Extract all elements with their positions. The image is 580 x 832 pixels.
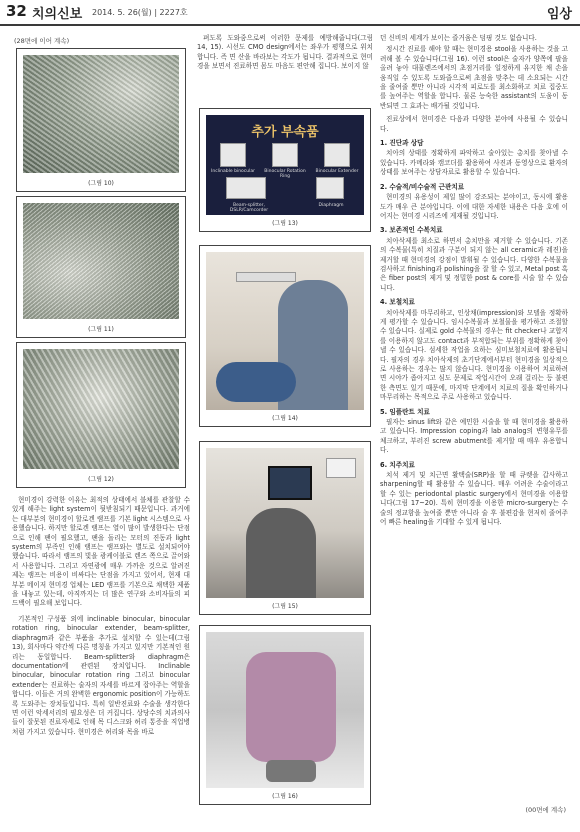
monitor-screen: [268, 466, 312, 500]
stool-base: [266, 760, 316, 782]
figure-13-caption: (그림 13): [272, 220, 298, 227]
newspaper-name: 치의신보: [32, 7, 83, 22]
accessories-panel: [206, 115, 364, 215]
figure-15-caption: (그림 15): [272, 603, 298, 610]
paragraph: 기본적인 구성품 외에 inclinable binocular, binocular rotation ring, binocular extender, beam-splitter, diaphragm과 같은 부품을 추가로 설치할 수 있는데(그림 13), 회사마다 약간씩 다른 명칭을 가지고 있지만 기본적인 원리는 동일합니다. Beam-splitter와 diaphragm은 documentation에 관련된 장치입니다. Inclinable binocular, binocular rotation ring 그리고 binocular extender는 진료하는 술자의 자세를 바르게 잡아주는 역할을 합니다. 이들은 거의 완벽한 ergonomic position이 가능하도록 도와주는 장치들입니다. 특히 일반진료와 수술을 생각한다면 이런 악세서리의 필요성은 더 커집니다. 상당수의 치과의사들이 잘못된 진료자세로 인해 목 디스크와 허리 통증을 직업병처럼 가지고 있습니다. 현미경은 허리와 목을 바로: [12, 614, 190, 736]
dentist-back-figure: [246, 508, 316, 598]
figure-14-caption: (그림 14): [272, 415, 298, 422]
figure-16-photo: [206, 632, 364, 788]
page-number: 32: [6, 2, 27, 20]
section-heading: 2. 수술적/비수술적 근관치료: [380, 182, 465, 191]
figure-11-photo: [23, 203, 179, 319]
section-body: 현미경의 유용성이 제일 많이 강조되는 분야이고, 동시에 활용도가 매우 큰 분야입니다. 이에 대한 자세한 내용은 다음 호에 이어지는 현미경 시리즈에 게재될 것입니다.: [380, 193, 568, 220]
continued-from-note: (28면에 이어 계속): [14, 37, 70, 45]
section-body: 치석 제거 및 치근면 활택술(SRP)을 할 때 큐렛을 갑사하고 sharpening할 때 활용할 수 있습니다. 매우 어려운 수술이라고 할 수 있는 periodontal plastic surgery에서 현미경을 이용합니다(그림 17~20). 특히 현미경을 이용한 micro-surgery는 수술의 정교함을 높여줄 뿐만 아니라 술 후 불편감을 현저히 줄여주어 빠른 healing을 기대할 수 있게 됩니다.: [380, 471, 568, 527]
paragraph: 진료상에서 현미경은 다음과 다양한 분야에 사용될 수 있습니다.: [380, 115, 568, 133]
operatory-light: [326, 458, 356, 478]
paragraph: 펴도록 도와줌으로써 이러한 문제를 예방해줍니다(그림 14, 15). 시선도 CMO design에서는 좌우가 평행으로 위치합니다. 즉 면 산을 바라보는 각도가 됩니다. 결과적으로 현미경을 보면서 진료하면 몸도 마음도 편안해 집니다. 보이지 않: [197, 34, 373, 71]
patient-figure: [216, 362, 296, 402]
figure-15-photo: [206, 448, 364, 598]
section-heading: 6. 치주치료: [380, 460, 415, 469]
figure-14-photo: [206, 252, 364, 410]
section-body: 치아삭제를 최소로 하면서 총치만을 제거할 수 있습니다. 기존의 수복물(특히 치질과 구분이 되지 않는 all ceramic과 레진)을 제거할 때 현미경의 강점이 발휘될 수 있습니다. 다양한 수복물을 검사하고 finishing과 polishing을 잘 할 수 있고, Metal post 혹은 fiber post의 제거 및 정밀한 post & core를 시술 할 수 있습니다.: [380, 236, 568, 292]
figure-10: [16, 48, 186, 192]
figure-11-caption: (그림 11): [88, 326, 114, 333]
section-body: 치아의 상태를 정확하게 파악하고 술아있는 총치를 찾아낼 수 있습니다. 카메라와 캠코더를 활용하여 사진과 동영상으로 환자의 상태를 보여주는 상담자료로 활용할 수 있습니다.: [380, 149, 568, 177]
section-title: 임상: [546, 7, 572, 22]
figure-12: [16, 342, 186, 488]
section-heading: 4. 보철치료: [380, 298, 415, 307]
column-right: [380, 34, 568, 530]
issue-date: 2014. 5. 26(월) | 2227호: [92, 8, 188, 17]
page-header: [0, 0, 580, 26]
binocular-extender-image: [324, 143, 350, 167]
figure-12-photo: [23, 349, 179, 469]
figure-12-caption: (그림 12): [88, 476, 114, 483]
figure-13: [199, 108, 371, 232]
microscope-arm: [236, 272, 296, 282]
figure-15: [199, 441, 371, 615]
figure-14: [199, 245, 371, 427]
dental-stool: [246, 652, 336, 762]
diaphragm-image: [316, 177, 344, 199]
inclinable-binocular-image: [220, 143, 246, 167]
figure-16: [199, 625, 371, 805]
rotation-ring-image: [272, 143, 298, 167]
column-left: [12, 496, 190, 739]
column-middle: [197, 34, 373, 74]
paragraph: 정시간 진료를 해야 할 때는 현미경용 stool을 사용하는 것을 고려해 볼 수 있습니다(그림 16). 이런 stool은 술자가 양쪽에 팔을 올려 놓아 대물렌즈에서의 초점거리를 일정하게 유지한 채 손을 움직일 수 있도록 도와줍으로써 초점을 맞추는 데 소요되는 시간을 줄여줄 뿐만 아니라 시각적 피로도를 최소화하고 치료 집중도를 높여주는 역할을 합니다. 물론 능숙한 assistant의 도움이 동반되면 그 효과는 배가될 것입니다.: [380, 45, 568, 110]
section-heading: 1. 진단과 상담: [380, 139, 424, 148]
figure-10-caption: (그림 10): [88, 180, 114, 187]
paragraph: 현미경이 강력한 이유는 최적의 상태에서 블체를 관찰할 수 있게 해주는 light system이 뒷받침되기 때문입니다. 과거에는 대부분의 현미경이 할로겐 램프를 기본 light 시스템으로 사용했습니다. 하지만 할로겐 램프는 열이 많이 발생한다는 단점으로 인해 팬이 필요했고, 팬을 돌리는 모터의 진동과 light system의 부족인 인해 램프는 램프와는 별도로 설치되어야 했습니다. 따라서 램프의 빛을 광케이블로 렌즈 쪽으로 끌어와서 사용합니다. 그리고 자연광에 매우 가까운 것으로 알려진 제논 램프는 비용이 비싸다는 단점을 가지고 있어서, 현재 대부분 메이저 현미경 업체는 LED 램프를 기본으로 채택한 제품을 내놓고 있는데, 아직까지는 더 많은 연구와 소비자들의 피드백이 필요해 보입니다.: [12, 496, 190, 608]
figure-10-photo: [23, 55, 179, 173]
accessory-label: Inclinable binocular: [211, 169, 255, 174]
accessories-title: 추가 부속품: [251, 125, 319, 140]
accessory-label: Beam-splitter, DSLR/Camcorder: [229, 203, 269, 213]
accessory-label: Binocular Extender: [315, 169, 359, 174]
accessory-label: Diaphragm: [318, 203, 344, 208]
figure-11: [16, 196, 186, 338]
section-heading: 5. 임플란트 치료: [380, 407, 430, 416]
accessory-label: Binocular Rotation Ring: [264, 169, 306, 179]
section-body: 필자는 sinus lift와 같은 예민한 시술을 할 때 현미경을 활용하고 있습니다. Impression coping과 lab analog의 변형유무를 체크하고, 부러진 screw abutment를 제거할 때 매우 유용합니다.: [380, 418, 568, 455]
section-heading: 3. 보존적인 수복치료: [380, 226, 443, 235]
section-body: 치아삭제를 마무리하고, 인상채(impression)와 모델을 정확하게 평가할 수 있습니다. 임시수복물과 보철물을 평가하고 조절할 수 있습니다. 실제로 gold 수복물의 경우는 fit checker나 교합지를 이용하지 않고도 contact과 부적합되는 부위를 정확하게 찾아낼 수 있습니다. 섬세한 작업을 요하는 심미보철치료에 활용됩니다. 필자의 경우 치아삭제의 초기단계에서부터 현미경을 일상적으로 사용하는 경우는 많지 않습니다. 현미경을 이용하여 치료하려면 시야가 좁아지고 심도 문제로 작업시간이 오래 걸리는 등 불편한 측면도 있기 때문에, 마지막 단계에서 치료의 질을 확인하거나 마무리하는 목적으로 주로 사용하고 있습니다.: [380, 308, 568, 402]
paragraph: 던 신비의 세계가 보이는 즐거움은 덤핑 것도 없습니다.: [380, 34, 537, 42]
continued-to-note: (00면에 계속): [525, 806, 566, 814]
beam-splitter-image: [226, 177, 266, 199]
figure-16-caption: (그림 16): [272, 793, 298, 800]
